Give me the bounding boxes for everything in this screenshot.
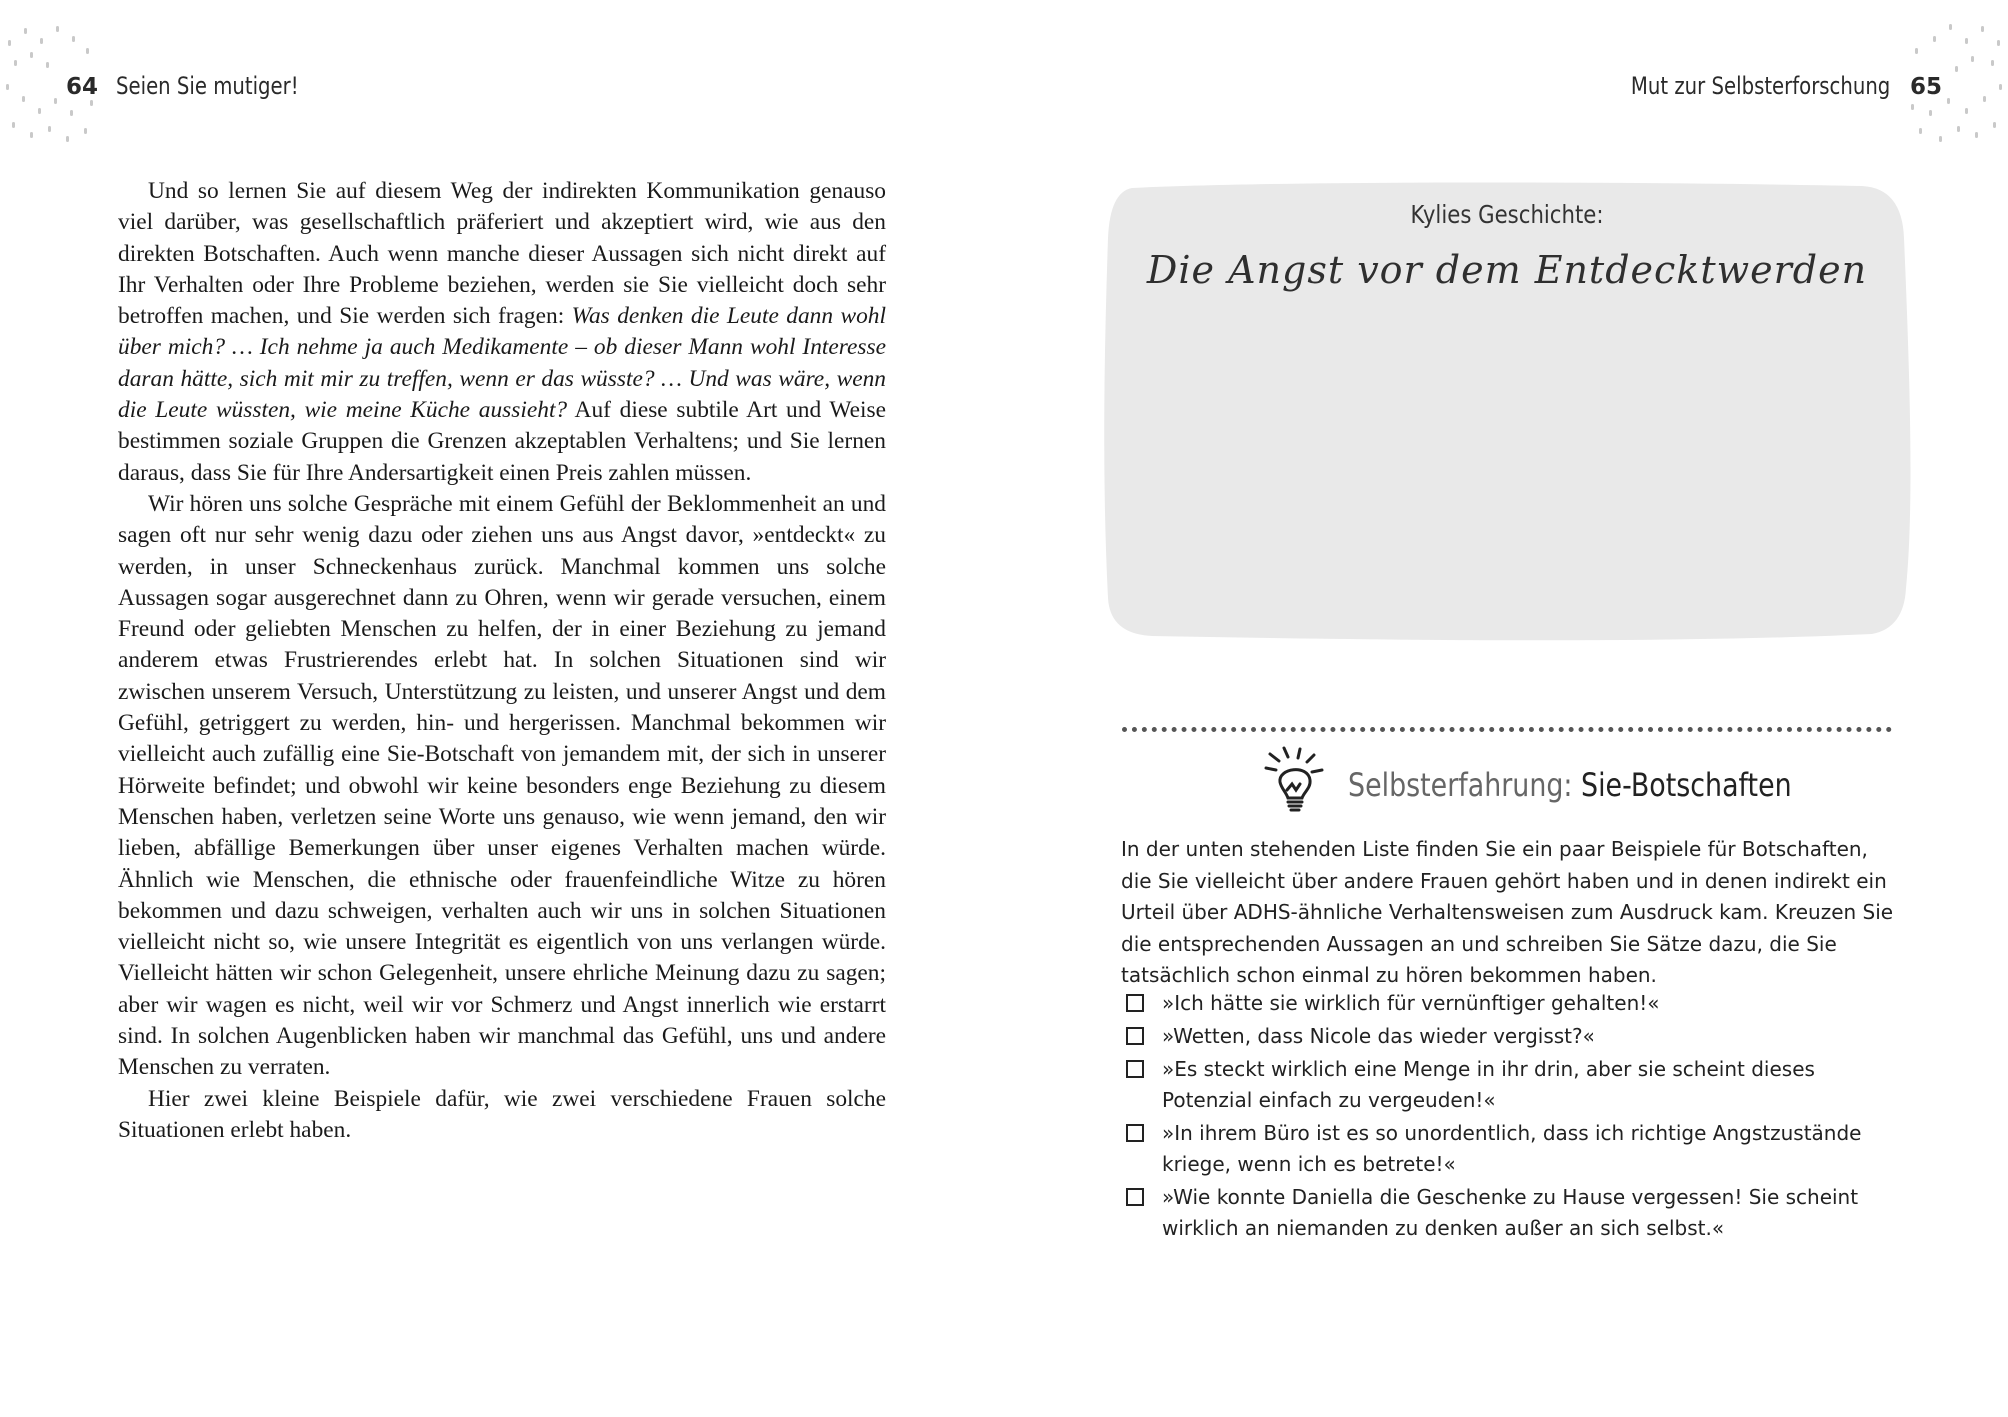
exercise-checklist: [1124, 988, 1904, 1246]
page-number-left: 64: [66, 74, 99, 100]
text-run: Auf diese subtile Art und Weise bestimmen soziale Gruppen die Grenzen akzeptablen Verhaltens; und Sie lernen daraus, dass Sie für Ihre Andersartigkeit einen Preis zahlen müssen.: [118, 397, 886, 486]
checklist-item: [1124, 1054, 1904, 1116]
checkbox[interactable]: [1126, 1124, 1144, 1142]
exercise-title-prefix: Selbsterfahrung:: [1348, 766, 1573, 804]
checklist-item-text: »Es steckt wirklich eine Menge in ihr drin, aber sie scheint dieses Potenzial einfach zu vergeuden!«: [1162, 1057, 1815, 1112]
running-head-right: Mut zur Selbsterforschung: [1630, 72, 1890, 100]
checkbox[interactable]: [1126, 1027, 1144, 1045]
checklist-item-text: »Ich hätte sie wirklich für vernünftiger gehalten!«: [1162, 991, 1660, 1015]
text-run: Hier zwei kleine Beispiele dafür, wie zwei verschiedene Frauen solche Situationen erlebt haben.: [118, 1085, 886, 1143]
story-title: Die Angst vor dem Entdecktwerden: [1146, 248, 1868, 292]
checklist-item-text: »Wie konnte Daniella die Geschenke zu Hause vergessen! Sie scheint wirklich an niemanden zu denken außer an sich selbst.«: [1162, 1185, 1859, 1240]
text-run: Und so lernen Sie auf diesem Weg der indirekten Kommunikation genauso viel darüber, was gesellschaftlich präferiert und akzeptiert wird, wie aus den direkten Botschaften. Auch wenn manche dieser Aussagen sich nicht direkt auf Ihr Verhalten oder Ihre Probleme beziehen, werden sie Sie vielleicht doch sehr betroffen machen, und Sie werden sich fragen:: [118, 178, 886, 330]
body-paragraph: [118, 1084, 886, 1147]
exercise-title: [1348, 766, 1792, 804]
running-head-left: Seien Sie mutiger!: [116, 72, 299, 100]
checklist-item: [1124, 1182, 1904, 1244]
text-run: Wir hören uns solche Gespräche mit einem Gefühl der Beklommenheit an und sagen oft nur sehr wenig dazu oder ziehen uns aus Angst davor, »entdeckt« zu werden, in unser Schneckenhaus zurück. Manchmal kommen uns solche Aussagen sogar ausgerechnet dann zu Ohren, wenn wir gerade versuchen, einem Freund oder geliebten Menschen zu helfen, der in einer Beziehung zu jemand anderem etwas Frustrierendes erlebt hat. In solchen Situationen sind wir zwischen unserem Versuch, Unterstützung zu leisten, und unserer Angst und dem Gefühl, getriggert zu werden, hin- und hergerissen. Manchmal bekommen wir vielleicht auch zufällig eine Sie-Botschaft von jemandem mit, der sich in unserer Hörweite befindet; und obwohl wir keine besonders enge Beziehung zu diesem Menschen haben, verletzen seine Worte uns genauso, wie wenn jemand, den wir lieben, abfällige Bemerkungen über unser eigenes Verhalten machen würde. Ähnlich wie Menschen, die ethnische oder frauenfeindliche Witze zu hören bekommen und dazu schweigen, verhalten auch wir uns in solchen Situationen vielleicht nicht so, wie unsere Integrität es eigentlich von uns verlangen würde. Vielleicht hätten wir schon Gelegenheit, unsere ehrliche Meinung dazu zu sagen; aber wir wagen es nicht, weil wir vor Schmerz und Angst innerlich wie erstarrt sind. In solchen Augenblicken haben wir manchmal das Gefühl, uns und andere Menschen zu verraten.: [118, 490, 886, 1081]
checklist-item: [1124, 1021, 1904, 1052]
checklist-item: [1124, 1118, 1904, 1180]
body-paragraph: [118, 489, 886, 1084]
checklist-item-text: »Wetten, dass Nicole das wieder vergisst?«: [1162, 1024, 1595, 1048]
dotted-divider: [1122, 727, 1892, 732]
lightbulb-icon: [1262, 746, 1326, 812]
checkbox[interactable]: [1126, 994, 1144, 1012]
checklist-item-text: »In ihrem Büro ist es so unordentlich, dass ich richtige Angstzustände kriege, wenn ich es betrete!«: [1162, 1121, 1862, 1176]
body-text: [118, 176, 886, 1146]
exercise-intro: In der unten stehenden Liste finden Sie ein paar Beispiele für Botschaften, die Sie vielleicht über andere Frauen gehört haben und in denen indirekt ein Urteil über ADHS-ähnliche Verhaltensweisen zum Ausdruck kam. Kreuzen Sie die entsprechenden Aussagen an und schreiben Sie Sätze dazu, die Sie tatsächlich schon einmal zu hören bekommen haben.: [1121, 837, 1894, 987]
story-box: [1102, 178, 1912, 646]
checkbox[interactable]: [1126, 1188, 1144, 1206]
checkbox[interactable]: [1126, 1060, 1144, 1078]
page-number-right: 65: [1909, 74, 1942, 100]
body-paragraph: [118, 176, 886, 489]
italic-quote: Was denken die Leute dann wohl über mich? … Ich nehme ja auch Medikamente – ob dieser Mann wohl Interesse daran hätte, sich mit mir zu treffen, wenn er das wüsste? … Und was wäre, wenn die Leute wüssten, wie meine Küche aussieht?: [118, 303, 886, 424]
exercise-title-topic: Sie-Botschaften: [1581, 766, 1792, 804]
checklist-item: [1124, 988, 1904, 1019]
story-label: Kylies Geschichte:: [1410, 200, 1604, 229]
